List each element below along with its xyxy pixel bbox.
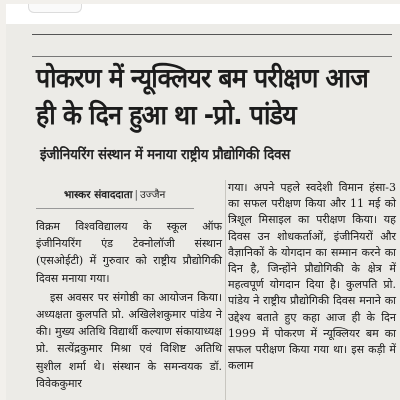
- paragraph-2: इस अवसर पर संगोष्ठी का आयोजन किया। अध्यक्षता कुलपति प्रो. अखिलेशकुमार पांडेय ने की। मुख्य अतिथि विद्यार्थी कल्याण संकायाध्यक्ष प्रो. सत्येंद्रकुमार मिश्रा एवं विशिष्ट अतिथि सुशील शर्मा थे। संस्थान के समन्वयक डॉ. विवेककुमार: [36, 290, 222, 390]
- article-column-left: [36, 218, 222, 392]
- article-byline: [64, 188, 165, 202]
- browser-tab-strip: [6, 4, 400, 24]
- byline-separator: |: [134, 189, 138, 201]
- paragraph-3: गया। अपने पहले स्वदेशी विमान हंसा-3 का सफल परीक्षण किया और 11 मई को त्रिशूल मिसाइल का परीक्षण किया। यह दिवस उन शोधकर्ताओं, इंजीनियरों और वैज्ञानिकों के योगदान का सम्मान करने का दिन है, जिन्होंने प्रौद्योगिकी के क्षेत्र में महत्वपूर्ण योगदान दिया है। कुलपति प्रो. पांडेय ने राष्ट्रीय प्रौद्योगिकी दिवस मनाने का उद्देश्य बताते हुए कहा आज ही के दिन 1999 में पोकरण में न्यूक्लियर बम का सफल परीक्षण किया गया था। इस कड़ी में कलाम: [228, 181, 396, 373]
- header-rule-lower: [32, 56, 392, 57]
- tab-chip[interactable]: [28, 4, 82, 13]
- article-subheadline: इंजीनियरिंग संस्थान में मनाया राष्ट्रीय प्रौद्योगिकी दिवस: [40, 147, 291, 163]
- byline-rule: [36, 208, 194, 209]
- paragraph-1: विक्रम विश्वविद्यालय के स्कूल ऑफ इंजीनियरिंग एंड टेक्नोलॉजी संस्थान (एसओईटी) में गुरुवार को राष्ट्रीय प्रौद्योगिकी दिवस मनाया गया।: [36, 220, 222, 285]
- column-divider: [225, 180, 226, 400]
- byline-location: उज्जैन: [139, 189, 166, 201]
- newspaper-clipping: [6, 4, 400, 400]
- article-headline: पोकरण में न्यूक्लियर बम परीक्षण आज ही के दिन हुआ था -प्रो. पांडेय: [36, 63, 368, 131]
- header-rule: [32, 34, 392, 35]
- article-column-right: [228, 180, 396, 374]
- byline-reporter: भास्कर संवाददाता: [64, 189, 133, 201]
